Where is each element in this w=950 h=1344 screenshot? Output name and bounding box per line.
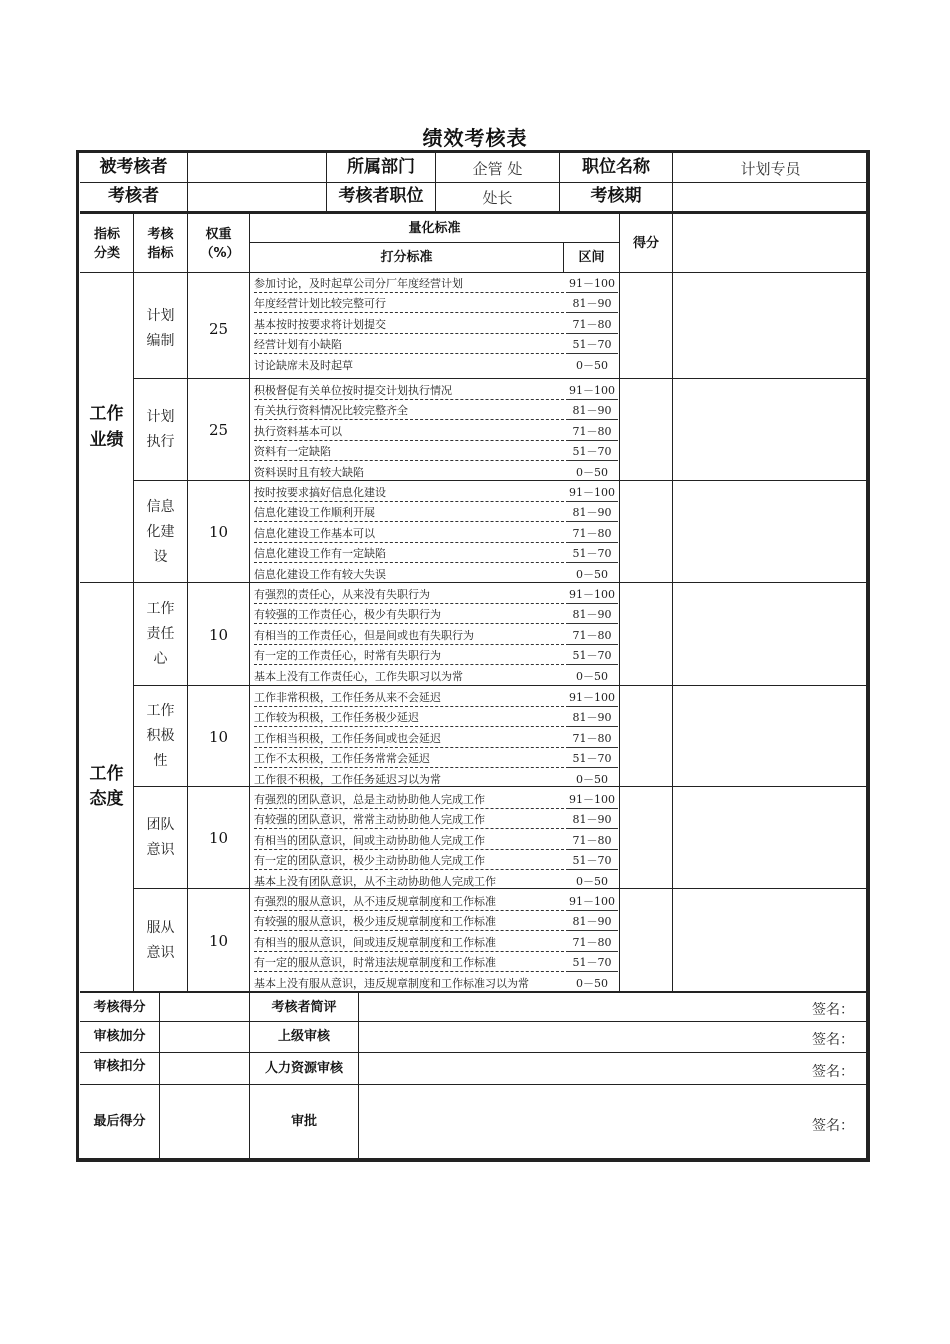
criterion-text: 参加讨论，及时起草公司分厂年度经营计划 — [254, 277, 564, 293]
criterion-text: 有相当的工作责任心，但是间或也有失职行为 — [254, 629, 564, 645]
weight-value: 10 — [208, 931, 229, 950]
weight-value: 10 — [208, 625, 229, 644]
examinee-field[interactable] — [188, 154, 326, 182]
range-text: 81－90 — [566, 297, 618, 313]
signature-label: 签名： — [812, 1002, 854, 1018]
signature-label: 签名： — [812, 1118, 854, 1134]
range-text: 91－100 — [566, 588, 618, 604]
weight-value: 25 — [208, 421, 229, 439]
indicator-name: 工作积极性 — [146, 703, 175, 769]
criterion-text: 基本上没有服从意识，违反规章制度和工作标准习以为常 — [254, 977, 529, 990]
period-label: 考核期 — [590, 186, 642, 207]
criterion-text: 经营计划有小缺陷 — [254, 338, 564, 354]
range-text: 0－50 — [576, 568, 608, 581]
criterion-text: 基本上没有团队意识，从不主动协助他人完成工作 — [254, 875, 496, 888]
indicator-name: 工作责任心 — [146, 601, 175, 667]
department-label: 所属部门 — [347, 157, 415, 178]
category-attitude: 工作态度 — [89, 763, 124, 809]
criterion-text: 有关执行资料情况比较完整齐全 — [254, 404, 564, 420]
weight-value: 10 — [208, 727, 229, 746]
criterion-text: 工作不太积极，工作任务常常会延迟 — [254, 752, 564, 768]
range-text: 71－80 — [566, 732, 618, 748]
last-score-label: 最后得分 — [93, 1114, 146, 1130]
weight-header: 权重（%） — [200, 226, 240, 261]
range-text: 51－70 — [566, 649, 618, 665]
bonus-label: 审核加分 — [93, 1029, 146, 1045]
criterion-text: 有一定的工作责任心，时常有失职行为 — [254, 649, 564, 665]
criterion-text: 有一定的团队意识，极少主动协助他人完成工作 — [254, 854, 564, 870]
footer-score-fields[interactable] — [160, 994, 249, 1159]
page-title: 绩效考核表 — [422, 126, 528, 150]
criterion-text: 执行资料基本可以 — [254, 425, 564, 441]
range-header: 区间 — [578, 250, 605, 266]
range-text: 91－100 — [566, 793, 618, 809]
range-text: 0－50 — [576, 466, 608, 479]
indicator-name: 计划执行 — [146, 409, 175, 450]
criterion-text: 按时按要求搞好信息化建设 — [254, 486, 564, 502]
superior-review-label: 上级审核 — [277, 1029, 330, 1045]
weight-value: 25 — [208, 319, 229, 338]
range-text: 51－70 — [566, 956, 618, 972]
criterion-text: 工作非常积极，工作任务从来不会延迟 — [254, 691, 564, 707]
examiner-field[interactable] — [188, 183, 326, 211]
range-text: 91－100 — [566, 384, 618, 400]
indicator-name: 服从意识 — [146, 919, 175, 961]
range-text: 51－70 — [566, 854, 618, 870]
quant-header: 量化标准 — [408, 221, 461, 237]
criterion-text: 基本按时按要求将计划提交 — [254, 318, 564, 334]
row-divider — [80, 272, 868, 273]
criterion-text: 积极督促有关单位按时提交计划执行情况 — [254, 384, 564, 400]
criterion-text: 资料误时且有较大缺陷 — [254, 466, 364, 479]
range-text: 71－80 — [566, 527, 618, 543]
criterion-text: 信息化建设工作有较大失误 — [254, 568, 386, 581]
position-label: 职位名称 — [582, 157, 650, 178]
weight-value: 10 — [208, 829, 229, 847]
range-text: 81－90 — [566, 813, 618, 829]
category-header: 指标分类 — [93, 226, 120, 261]
category-performance: 工作业绩 — [89, 404, 124, 450]
range-text: 51－70 — [566, 547, 618, 563]
range-text: 0－50 — [576, 359, 608, 372]
weight-value: 10 — [208, 523, 229, 541]
criterion-text: 工作较为积极，工作任务极少延迟 — [254, 711, 564, 727]
range-text: 51－70 — [566, 338, 618, 354]
range-text: 81－90 — [566, 608, 618, 624]
examiner-label: 考核者 — [108, 186, 159, 207]
range-text: 71－80 — [566, 629, 618, 645]
criterion-text: 有强烈的团队意识，总是主动协助他人完成工作 — [254, 793, 564, 809]
position-field[interactable]: 计划专员 — [740, 159, 801, 178]
col-divider — [672, 214, 673, 992]
range-text: 81－90 — [566, 404, 618, 420]
range-text: 0－50 — [576, 670, 608, 683]
hr-review-label: 人力资源审核 — [264, 1060, 343, 1076]
row-divider — [133, 685, 868, 686]
indicator-name: 信息化建设 — [146, 498, 175, 565]
examinee-label: 被考核者 — [99, 157, 168, 178]
criterion-text: 有强烈的服从意识，从不违反规章制度和工作标准 — [254, 895, 564, 911]
score-cells[interactable] — [620, 273, 672, 991]
header-bottom-border — [80, 211, 868, 214]
indicator-header: 考核指标 — [147, 226, 174, 261]
final-score-label: 考核得分 — [93, 999, 146, 1015]
criterion-text: 有较强的工作责任心，极少有失职行为 — [254, 608, 564, 624]
range-text: 91－100 — [566, 691, 618, 707]
range-text: 71－80 — [566, 425, 618, 441]
criterion-text: 信息化建设工作顺利开展 — [254, 506, 564, 522]
indicator-name: 团队意识 — [146, 817, 175, 858]
score-header: 得分 — [632, 236, 659, 252]
range-text: 71－80 — [566, 834, 618, 850]
period-field[interactable] — [673, 183, 868, 211]
department-field[interactable]: 企管 处 — [472, 159, 523, 178]
range-text: 91－100 — [566, 486, 618, 502]
range-text: 81－90 — [566, 915, 618, 931]
examiner-position-field[interactable]: 处长 — [482, 188, 513, 207]
signature-label: 签名： — [812, 1064, 854, 1080]
range-text: 81－90 — [566, 711, 618, 727]
criterion-text: 资料有一定缺陷 — [254, 445, 564, 461]
criterion-text: 有较强的服从意识，极少违反规章制度和工作标准 — [254, 915, 564, 931]
criterion-text: 工作相当积极，工作任务间或也会延迟 — [254, 732, 564, 748]
range-text: 0－50 — [576, 875, 608, 888]
range-text: 91－100 — [566, 895, 618, 911]
row-divider — [133, 378, 868, 379]
range-text: 0－50 — [576, 977, 608, 990]
range-text: 91－100 — [566, 277, 618, 293]
criterion-text: 有相当的服从意识，间或违反规章制度和工作标准 — [254, 936, 564, 952]
criteria-header: 打分标准 — [380, 250, 433, 266]
range-text: 0－50 — [576, 773, 608, 786]
deduction-label: 审核扣分 — [93, 1059, 146, 1075]
criterion-text: 讨论缺席未及时起草 — [254, 359, 353, 372]
criterion-text: 基本上没有工作责任心，工作失职习以为常 — [254, 670, 463, 683]
examiner-position-label: 考核者职位 — [338, 186, 424, 207]
range-text: 71－80 — [566, 936, 618, 952]
criterion-text: 有较强的团队意识，常常主动协助他人完成工作 — [254, 813, 564, 829]
criterion-text: 信息化建设工作有一定缺陷 — [254, 547, 564, 563]
footer-comment-fields[interactable] — [359, 994, 868, 1159]
range-text: 51－70 — [566, 752, 618, 768]
criterion-text: 有相当的团队意识，间或主动协助他人完成工作 — [254, 834, 564, 850]
criterion-text: 信息化建设工作基本可以 — [254, 527, 564, 543]
comment-label: 考核者简评 — [271, 999, 337, 1015]
range-text: 51－70 — [566, 445, 618, 461]
criterion-text: 有一定的服从意识，时常违法规章制度和工作标准 — [254, 956, 564, 972]
range-text: 81－90 — [566, 506, 618, 522]
col-divider — [249, 214, 250, 992]
approval-label: 审批 — [290, 1114, 317, 1130]
criterion-text: 年度经营计划比较完整可行 — [254, 297, 564, 313]
indicator-name: 计划编制 — [146, 307, 175, 349]
range-text: 71－80 — [566, 318, 618, 334]
signature-label: 签名： — [812, 1032, 854, 1048]
criterion-text: 工作很不积极，工作任务延迟习以为常 — [254, 773, 441, 786]
criterion-text: 有强烈的责任心，从来没有失职行为 — [254, 588, 564, 604]
